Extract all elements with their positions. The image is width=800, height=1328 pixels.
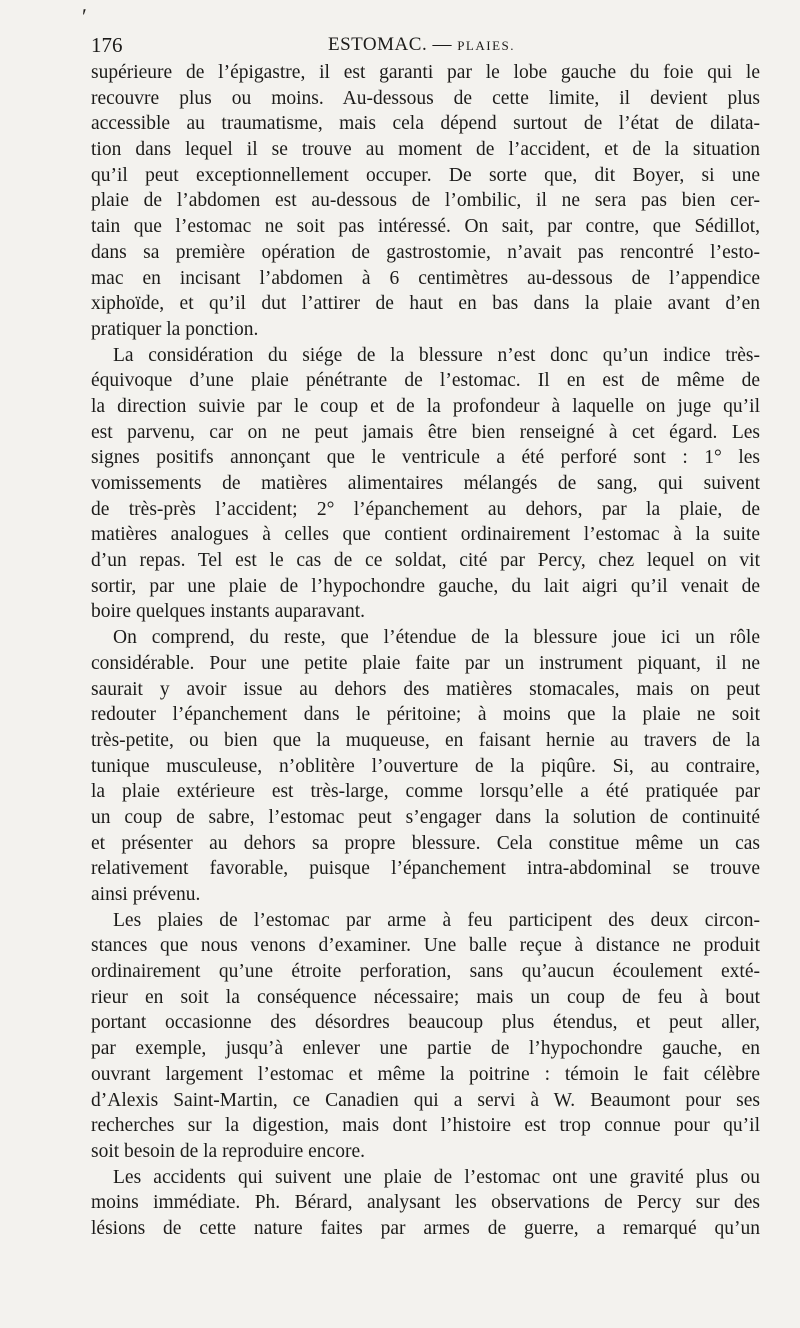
text-line: et présenter au dehors sa propre blessure. Cela constitue même un cas xyxy=(91,832,760,854)
text-line: xiphoïde, et qu’il dut l’attirer de haut en bas dans la plaie avant d’en xyxy=(91,293,760,315)
text-line: la direction suivie par le coup et de la profondeur à laquelle on juge qu’il xyxy=(91,395,760,417)
text-line-paragraph-end: pratiquer la ponction. xyxy=(91,318,259,340)
text-line: lésions de cette nature faites par armes de guerre, a remarqué qu’un xyxy=(91,1217,760,1239)
text-line: dans sa première opération de gastrostomie, n’avait pas rencontré l’esto- xyxy=(91,241,760,263)
text-line-paragraph-start: Les accidents qui suivent une plaie de l’estomac ont une gravité plus ou xyxy=(113,1166,760,1188)
text-line: signes positifs annonçant que le ventricule a été perforé sont : 1° les xyxy=(91,447,760,469)
text-line: plaie de l’abdomen est au-dessous de l’ombilic, il ne sera pas bien cer- xyxy=(91,190,760,212)
text-line: relativement favorable, puisque l’épanchement intra-abdominal se trouve xyxy=(91,858,760,880)
text-line: très-petite, ou bien que la muqueuse, en faisant hernie au travers de la xyxy=(91,729,760,751)
page-number: 176 xyxy=(91,33,123,57)
text-line-paragraph-end: soit besoin de la reproduire encore. xyxy=(91,1140,365,1162)
text-line: la plaie extérieure est très-large, comme lorsqu’elle a été pratiquée par xyxy=(91,781,760,803)
page-header xyxy=(91,32,771,60)
text-line-paragraph-start: La considération du siége de la blessure n’est donc qu’un indice très- xyxy=(113,344,760,366)
text-line: moins immédiate. Ph. Bérard, analysant les observations de Percy sur des xyxy=(91,1192,760,1214)
text-line: tunique musculeuse, n’oblitère l’ouverture de la piqûre. Si, au contraire, xyxy=(91,755,760,777)
text-line: recherches sur la digestion, mais dont l’histoire est trop connue pour qu’il xyxy=(91,1115,760,1137)
text-line-paragraph-end: ainsi prévenu. xyxy=(91,884,201,905)
body-text xyxy=(91,60,760,1242)
running-head-subtitle: PLAIES. xyxy=(457,38,516,53)
text-line: tain que l’estomac ne soit pas intéressé. On sait, par contre, que Sédillot, xyxy=(91,216,760,238)
text-line: redouter l’épanchement dans le péritoine; à moins que la plaie ne soit xyxy=(91,704,760,726)
stray-ink-mark: ʹ xyxy=(82,4,87,29)
text-line: d’un repas. Tel est le cas de ce soldat, cité par Percy, chez lequel on vit xyxy=(91,550,760,572)
text-line: saurait y avoir issue au dehors des matières stomacales, mais on peut xyxy=(91,678,760,700)
running-head-title: ESTOMAC. — xyxy=(328,34,452,55)
text-line: d’Alexis Saint-Martin, ce Canadien qui a servi à W. Beaumont pour ses xyxy=(91,1089,760,1111)
text-line: rieur en soit la conséquence nécessaire; mais un coup de feu à bout xyxy=(91,986,760,1008)
text-line-paragraph-end: boire quelques instants auparavant. xyxy=(91,601,365,623)
text-line: ordinairement qu’une étroite perforation, sans qu’aucun écoulement exté- xyxy=(91,961,760,983)
text-line: de très-près l’accident; 2° l’épanchement au dehors, par la plaie, de xyxy=(91,498,760,520)
text-line: qu’il peut exceptionnellement occuper. De sorte que, dit Boyer, si une xyxy=(91,164,760,186)
text-line-paragraph-start: On comprend, du reste, que l’étendue de la blessure joue ici un rôle xyxy=(113,627,760,649)
text-line: accessible au traumatisme, mais cela dépend surtout de l’état de dilata- xyxy=(91,113,760,135)
text-line: équivoque d’une plaie pénétrante de l’estomac. Il en est de même de xyxy=(91,370,760,392)
text-line: est parvenu, car on ne peut jamais être bien renseigné à cet égard. Les xyxy=(91,421,760,443)
text-line: stances que nous venons d’examiner. Une balle reçue à distance ne produit xyxy=(91,935,760,957)
text-line: portant occasionne des désordres beaucoup plus étendus, et peut aller, xyxy=(91,1012,760,1034)
text-line: considérable. Pour une petite plaie faite par un instrument piquant, il ne xyxy=(91,652,760,674)
text-line: vomissements de matières alimentaires mélangés de sang, qui suivent xyxy=(91,473,760,494)
text-line: par exemple, jusqu’à enlever une partie de l’hypochondre gauche, en xyxy=(91,1038,760,1060)
text-line: un coup de sabre, l’estomac peut s’engager dans la solution de continuité xyxy=(91,806,760,828)
text-line-paragraph-start: Les plaies de l’estomac par arme à feu participent des deux circon- xyxy=(113,909,760,931)
text-line: supérieure de l’épigastre, il est garanti par le lobe gauche du foie qui le xyxy=(91,62,760,83)
text-line: tion dans lequel il se trouve au moment de l’accident, et de la situation xyxy=(91,139,760,161)
text-line: ouvrant largement l’estomac et même la poitrine : témoin le fait célèbre xyxy=(91,1063,760,1085)
text-line: mac en incisant l’abdomen à 6 centimètres au-dessous de l’appendice xyxy=(91,267,760,289)
text-line: matières analogues à celles que contient ordinairement l’estomac à la suite xyxy=(91,524,760,546)
running-head xyxy=(328,32,515,59)
text-line: sortir, par une plaie de l’hypochondre gauche, du lait aigri qu’il venait de xyxy=(91,575,760,597)
text-line: recouvre plus ou moins. Au-dessous de cette limite, il devient plus xyxy=(91,87,760,109)
